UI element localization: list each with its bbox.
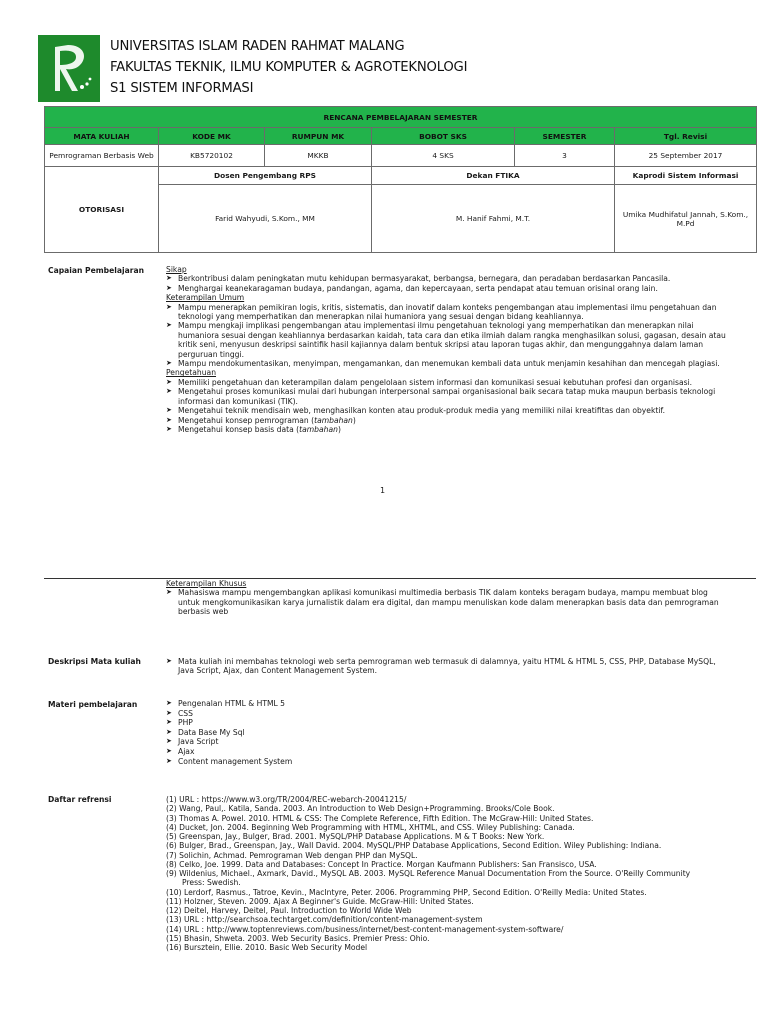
deskripsi-label: Deskripsi Mata kuliah [48, 657, 141, 666]
table-title: RENCANA PEMBELAJARAN SEMESTER [45, 107, 757, 128]
university-name: UNIVERSITAS ISLAM RADEN RAHMAT MALANG [110, 39, 405, 54]
header-bobot-sks: BOBOT SKS [372, 128, 515, 145]
header-rumpun-mk: RUMPUN MK [265, 128, 372, 145]
list-item: (9) Wildenius, Michael., Axmark, David., MySQL AB. 2003. MySQL Reference Manual Documentation From the Source. O'Reilly Community [166, 869, 691, 878]
capaian-content [166, 265, 726, 434]
header-kode-mk: KODE MK [159, 128, 265, 145]
signer-role-dosen: Dosen Pengembang RPS [159, 167, 372, 185]
value-rumpun-mk: MKKB [265, 145, 372, 167]
list-item: (2) Wang, Paul,. Katila, Sanda. 2003. An Introduction to Web Design+Programming. Brooks/Cole Book. [166, 804, 555, 814]
list-item: (14) URL : http://www.toptenreviews.com/business/internet/best-content-management-system-software/ [166, 924, 564, 934]
value-tgl-revisi: 25 September 2017 [615, 145, 757, 167]
list-item: ➤ Mengetahui teknik mendisain web, menghasilkan konten atau produk-produk media yang memiliki nilai kreatifitas dan obyektif. [166, 406, 726, 415]
list-item: (6) Bulger, Brad., Greenspan, Jay., Wall David. 2004. MySQL/PHP Database Applications, Second Edition. Wiley Publishing: Indiana. [166, 841, 662, 851]
list-item: ➤ Content management System [166, 757, 726, 767]
table-values-row [45, 145, 757, 167]
list-item: (13) URL : http://searchsoa.techtarget.com/definition/content-management-system [166, 915, 483, 925]
list-item: ➤ Berkontribusi dalam peningkatan mutu kehidupan bermasyarakat, berbangsa, bernegara, dan peradaban berdasarkan Pancasila. [166, 274, 726, 283]
list-item: ➤ Ajax [166, 747, 726, 757]
list-item: (8) Celko, Joe. 1999. Data and Databases: Concept In Practice. Morgan Kaufmann Publishers: San Fransisco, USA. [166, 859, 597, 869]
otorisasi-row [45, 167, 757, 185]
university-logo [38, 35, 100, 102]
list-item: ➤ Data Base My Sql [166, 728, 726, 738]
signer-role-dekan: Dekan FTIKA [372, 167, 615, 185]
umum-title: Keterampilan Umum [166, 293, 245, 303]
value-mata-kuliah: Pemrograman Berbasis Web [45, 145, 159, 167]
faculty-name: FAKULTAS TEKNIK, ILMU KOMPUTER & AGROTEKNOLOGI [110, 60, 468, 75]
signer-name-dosen: Farid Wahyudi, S.Kom., MM [159, 185, 372, 253]
khusus-content [166, 579, 726, 617]
referensi-label: Daftar refrensi [48, 795, 112, 804]
logo-emblem-icon [38, 35, 100, 102]
list-item: (11) Holzner, Steven. 2009. Ajax A Beginner's Guide. McGraw-Hill: United States. [166, 896, 474, 906]
list-item: ➤ Mampu menerapkan pemikiran logis, kritis, sistematis, dan inovatif dalam konteks pengembangan atau implementasi ilmu pengetahuan dan teknologi yang memperhatikan dan menerapkan nilai humaniora yang sesuai dengan bidang keahliannya. [166, 303, 726, 322]
page-number: 1 [380, 486, 386, 495]
referensi-content [166, 795, 726, 952]
list-item: (7) Solichin, Achmad. Pemrograman Web dengan PHP dan MySQL. [166, 850, 418, 860]
list-item: ➤ Mampu mendokumentasikan, menyimpan, mengamankan, dan menemukan kembali data untuk menjamin kesahihan dan mencegah plagiasi. [166, 359, 726, 368]
program-name: S1 SISTEM INFORMASI [110, 81, 254, 96]
signer-name-kaprodi: Umika Mudhifatul Jannah, S.Kom., M.Pd [615, 185, 757, 253]
list-item: ➤ Mampu mengkaji implikasi pengembangan atau implementasi ilmu pengetahuan teknologi yang memperhatikan dan menerapkan nilai humaniora sesuai dengan keahliannya berdasarkan kaidah, tata cara dan etika ilmiah dalam rangka menghasilkan solusi, gagasan, desain atau kritik seni, menyusun deskripsi saintifik hasil kajiannya dalam bentuk skripsi atau laporan tugas akhir, dan mengunggahnya dalam laman perguruan tinggi. [166, 321, 726, 359]
list-item: ➤ Memiliki pengetahuan dan keterampilan dalam pengelolaan sistem informasi dan komunikasi sesuai kebutuhan profesi dan organisasi. [166, 378, 726, 387]
table-title-row [45, 107, 757, 128]
deskripsi-text: ➤ Mata kuliah ini membahas teknologi web serta pemrograman web termasuk di dalamnya, yaitu HTML & HTML 5, CSS, PHP, Database MySQL, Java Script, Ajax, dan Content Management System. [166, 657, 726, 676]
khusus-title: Keterampilan Khusus [166, 579, 247, 588]
deskripsi-content [166, 657, 726, 676]
materi-label: Materi pembelajaran [48, 700, 138, 709]
otorisasi-label: OTORISASI [45, 167, 159, 253]
signer-name-dekan: M. Hanif Fahmi, M.T. [372, 185, 615, 253]
capaian-label: Capaian Pembelajaran [48, 266, 144, 275]
list-item: (10) Lerdorf, Rasmus., Tatroe, Kevin., MacIntyre, Peter. 2006. Programming PHP, Second Edition. O'Reilly Media: United States. [166, 887, 647, 897]
rps-table [44, 106, 757, 253]
list-item: (12) Deitel, Harvey, Deitel, Paul. Introduction to World Wide Web [166, 906, 412, 915]
list-item: ➤ Mengetahui konsep pemrograman (tambahan) [166, 416, 726, 425]
list-item: (15) Bhasin, Shweta. 2003. Web Security Basics. Premier Press: Ohio. [166, 933, 430, 943]
sikap-title: Sikap [166, 265, 187, 274]
value-bobot-sks: 4 SKS [372, 145, 515, 167]
signer-role-kaprodi: Kaprodi Sistem Informasi [615, 167, 757, 185]
header-semester: SEMESTER [515, 128, 615, 145]
value-kode-mk: KB5720102 [159, 145, 265, 167]
header-tgl-revisi: Tgl. Revisi [615, 128, 757, 145]
list-item: ➤ Mahasiswa mampu mengembangkan aplikasi komunikasi multimedia berbasis TIK dalam konteks beragam budaya, mampu membuat blog untuk mengkomunikasikan karya jurnalistik dalam era digital, dan mampu menuliskan kode dalam menerapkan basis data dan pemrograman berbasis web [166, 588, 726, 616]
pengetahuan-title: Pengetahuan [166, 368, 217, 378]
list-item: ➤ Menghargai keanekaragaman budaya, pandangan, agama, dan kepercayaan, serta pendapat atau temuan orisinal orang lain. [166, 284, 726, 293]
list-item: (1) URL : https://www.w3.org/TR/2004/REC-webarch-20041215/ [166, 795, 407, 804]
list-item: ➤ CSS [166, 709, 726, 719]
header-text [110, 36, 467, 99]
list-item: (5) Greenspan, Jay., Bulger, Brad. 2001. MySQL/PHP Database Applications. M & T Books: New York. [166, 832, 545, 841]
list-item: ➤ Java Script [166, 737, 726, 747]
list-item: (3) Thomas A. Powel. 2010. HTML & CSS: The Complete Reference, Fifth Edition. The McGraw-Hill: United States. [166, 813, 594, 823]
list-item: Press: Swedish. [182, 878, 241, 888]
list-item: ➤ PHP [166, 718, 726, 728]
list-item: (4) Ducket, Jon. 2004. Beginning Web Programming with HTML, XHTML, and CSS. Wiley Publishing: Canada. [166, 822, 575, 832]
value-semester: 3 [515, 145, 615, 167]
list-item: (16) Bursztein, Ellie. 2010. Basic Web Security Model [166, 943, 368, 952]
materi-content [166, 699, 726, 766]
list-item: ➤ Mengetahui proses komunikasi mulai dari hubungan interpersonal sampai organisasional baik secara tatap muka maupun berbasis teknologi informasi dan komunikasi (TIK). [166, 387, 726, 406]
header-mata-kuliah: MATA KULIAH [45, 128, 159, 145]
table-header-row [45, 128, 757, 145]
list-item: ➤ Mengetahui konsep basis data (tambahan) [166, 425, 726, 434]
list-item: ➤ Pengenalan HTML & HTML 5 [166, 699, 726, 709]
